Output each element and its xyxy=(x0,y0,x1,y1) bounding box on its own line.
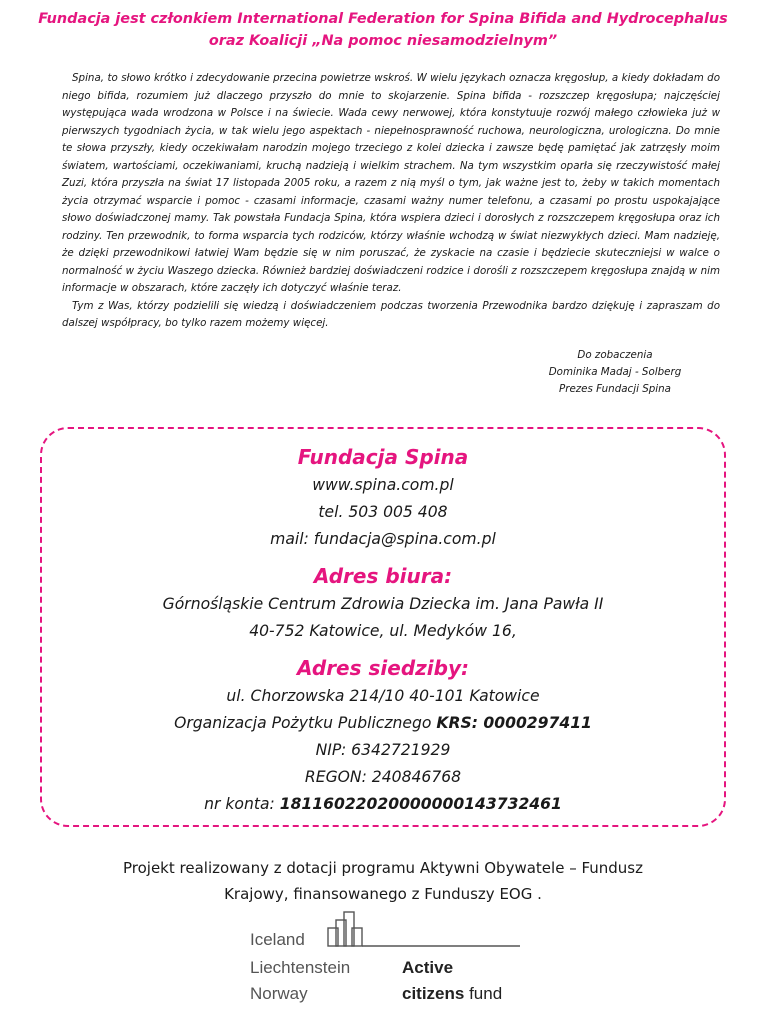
nip-number: NIP: 6342721929 xyxy=(315,741,451,759)
signature-block xyxy=(540,347,690,398)
office-line-2: 40-752 Katowice, ul. Medyków 16, xyxy=(249,622,517,640)
opp-label: Organizacja Pożytku Publicznego xyxy=(174,714,437,732)
logo-country-iceland: Iceland xyxy=(250,930,305,949)
office-line-1: Górnośląskie Centrum Zdrowia Dziecka im. Jana Pawła II xyxy=(162,595,604,613)
krs-number: KRS: 0000297411 xyxy=(436,714,592,732)
funding-line-2: Krajowy, finansowanego z Funduszy EOG . xyxy=(224,885,542,903)
logo-country-liechtenstein: Liechtenstein xyxy=(250,958,351,977)
signature-greeting: Do zobaczenia xyxy=(577,349,653,361)
email-link[interactable]: mail: fundacja@spina.com.pl xyxy=(270,530,496,548)
account-label: nr konta: xyxy=(204,795,280,813)
foundation-contact xyxy=(40,442,726,553)
membership-header xyxy=(0,8,766,52)
membership-line-1: Fundacja jest członkiem International Federation for Spina Bifida and Hydrocephalus xyxy=(38,11,728,27)
foundation-title: Fundacja Spina xyxy=(297,445,469,469)
website-link[interactable]: www.spina.com.pl xyxy=(312,476,454,494)
logo-brand-active: Active xyxy=(402,958,454,977)
logo-country-norway: Norway xyxy=(250,984,308,1003)
regon-number: REGON: 240846768 xyxy=(304,768,462,786)
active-citizens-fund-logo xyxy=(250,906,540,1006)
phone-number[interactable]: tel. 503 005 408 xyxy=(318,503,448,521)
letter-paragraph-1: Spina, to słowo krótko i zdecydowanie przecina powietrze wskroś. W wielu językach oznacza kręgosłup, a kiedy dokładam do niego bifida, rozumiem już dlaczego przyszło do mnie to skojarzenie. Spina bifida - rozszczep kręgosłupa; najczęściej występująca wada wrodzona w Polsce i na świecie. Wada cewy nerwowej, która konstytuuje rozwój małego człowieka już w pierwszych tygodniach życia, w tak wielu jego aspektach - niepełnosprawność ruchowa, neurologiczna, urologiczna. Do mnie te słowa przyszły, kiedy oczekiwałam narodzin mojego trzeciego z kolei dziecka i zawsze będę pamiętać jak zatrzęsły moim światem, wartościami, oczekiwaniami, kruchą nadzieją i wielkim strachem. Na tym wszystkim oparła się rzeczywistość małej Zuzi, która przyszła na świat 17 listopada 2005 roku, a razem z nią myśl o tym, jak ważne jest to, żeby w takich momentach życia otrzymać wsparcie i pomoc - czasami informacje, czasami ważny numer telefonu, a czasami po prostu uspokajające słowo doświadczonej mamy. Tak powstała Fundacja Spina, która wspiera dzieci i dorosłych z rozszczepem kręgosłupa oraz ich rodziny. Ten przewodnik, to forma wsparcia tych rodziców, którzy właśnie wchodzą w świat niezwykłych dzieci. Mam nadzieję, że dzięki przewodnikowi łatwiej Wam będzie się w nim poruszać, że zyskacie na czasie i będziecie skuteczniejsi w walce o normalność w życiu Waszego dziecka. Również bardziej doświadczeni rodzice i dorośli z rozszczepem kręgosłupa znajdą w nim informacje w obszarach, które zaczęły ich dotyczyć właśnie teraz. xyxy=(62,72,720,294)
seat-street: ul. Chorzowska 214/10 40-101 Katowice xyxy=(226,687,540,705)
office-title: Adres biura: xyxy=(313,564,453,588)
opp-line xyxy=(40,710,726,737)
funding-note xyxy=(0,855,766,907)
funding-line-1: Projekt realizowany z dotacji programu Aktywni Obywatele – Fundusz xyxy=(122,859,643,877)
logo-brand-citizens: citizens xyxy=(402,984,465,1003)
letter-paragraph-2: Tym z Was, którzy podzielili się wiedzą i doświadczeniem podczas tworzenia Przewodnika bardzo dziękuję i zapraszam do dalszej współpracy, bo tylko razem możemy więcej. xyxy=(62,299,720,329)
signature-role: Prezes Fundacji Spina xyxy=(559,383,671,395)
account-line xyxy=(40,791,726,818)
logo-brand-citizens-fund xyxy=(402,984,502,1004)
membership-line-2: oraz Koalicji „Na pomoc niesamodzielnym” xyxy=(208,33,558,49)
signature-name: Dominika Madaj - Solberg xyxy=(548,366,682,378)
seat-address xyxy=(40,653,726,818)
letter-body xyxy=(62,70,720,333)
office-address xyxy=(40,561,726,645)
account-number: 18116022020000000143732461 xyxy=(279,795,562,813)
logo-brand-fund: fund xyxy=(464,984,503,1003)
seat-title: Adres siedziby: xyxy=(297,656,469,680)
